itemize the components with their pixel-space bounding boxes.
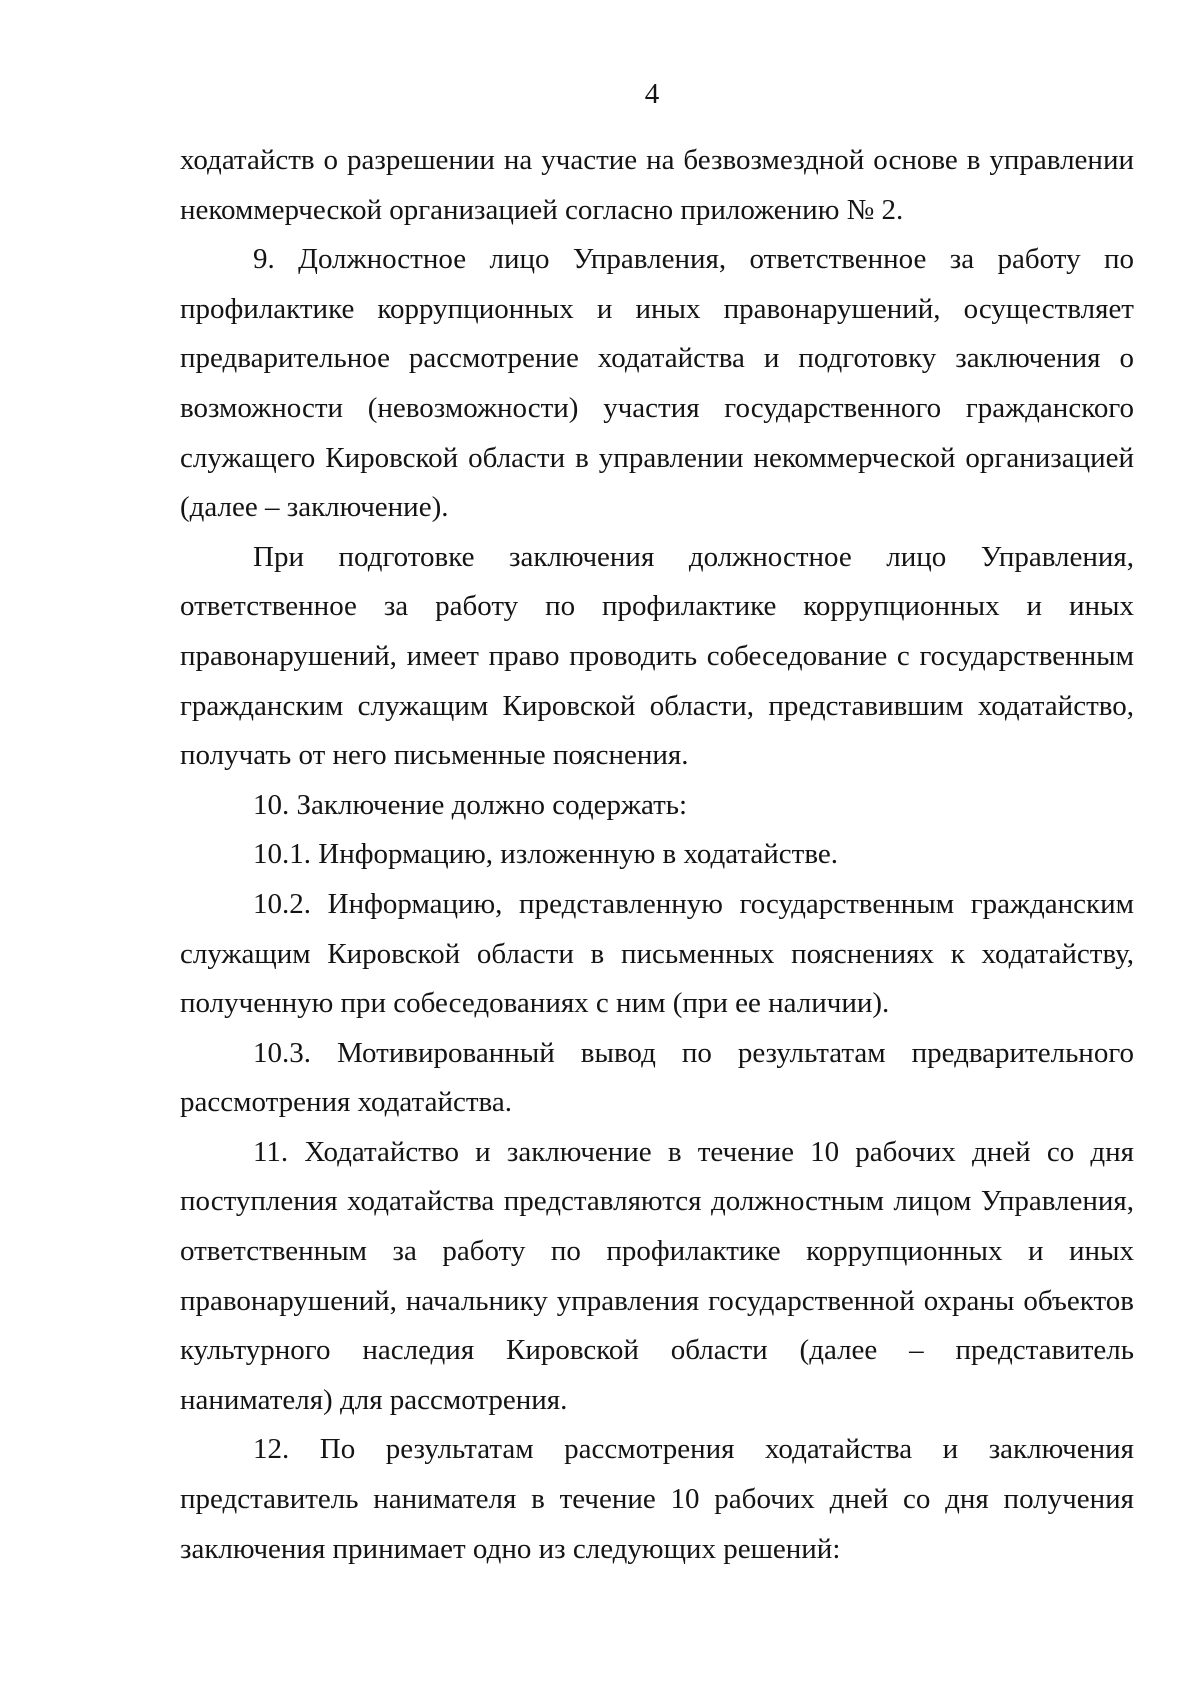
paragraph-12: 12. По результатам рассмотрения ходатайства и заключения представитель нанимателя в течение 10 рабочих дней со дня получения заключения принимает одно из следующих решений: (180, 1433, 1134, 1565)
paragraph-10-2: 10.2. Информацию, представленную государственным гражданским служащим Кировской области в письменных пояснениях к ходатайству, полученную при собеседованиях с ним (при ее наличии). (180, 887, 1134, 1020)
paragraph-10: 10. Заключение должно содержать: (253, 788, 688, 821)
paragraph-continuation: ходатайств о разрешении на участие на безвозмездной основе в управлении некоммерческой организацией согласно приложению № 2. (180, 144, 1134, 226)
paragraph-11: 11. Ходатайство и заключение в течение 10 рабочих дней со дня поступления ходатайства представляются должностным лицом Управления, ответственным за работу по профилактике коррупционных и иных правонарушений, начальнику управления государственной охраны объектов культурного наследия Кировской области (далее – представитель нанимателя) для рассмотрения. (180, 1135, 1134, 1416)
document-body (180, 136, 1134, 1574)
paragraph-10-3: 10.3. Мотивированный вывод по результатам предварительного рассмотрения ходатайства. (180, 1036, 1134, 1119)
page-number: 4 (644, 78, 660, 110)
paragraph-10-1: 10.1. Информацию, изложенную в ходатайстве. (253, 838, 838, 871)
paragraph-9: 9. Должностное лицо Управления, ответственное за работу по профилактике коррупционных и иных правонарушений, осуществляет предварительное рассмотрение ходатайства и подготовку заключения о возможности (невозможности) участия государственного гражданского служащего Кировской области в управлении некоммерческой организацией (далее – заключение). (180, 243, 1134, 524)
paragraph-9-subsequent: При подготовке заключения должностное лицо Управления, ответственное за работу по профилактике коррупционных и иных правонарушений, имеет право проводить собеседование с государственным гражданским служащим Кировской области, представившим ходатайство, получать от него письменные пояснения. (180, 540, 1134, 772)
